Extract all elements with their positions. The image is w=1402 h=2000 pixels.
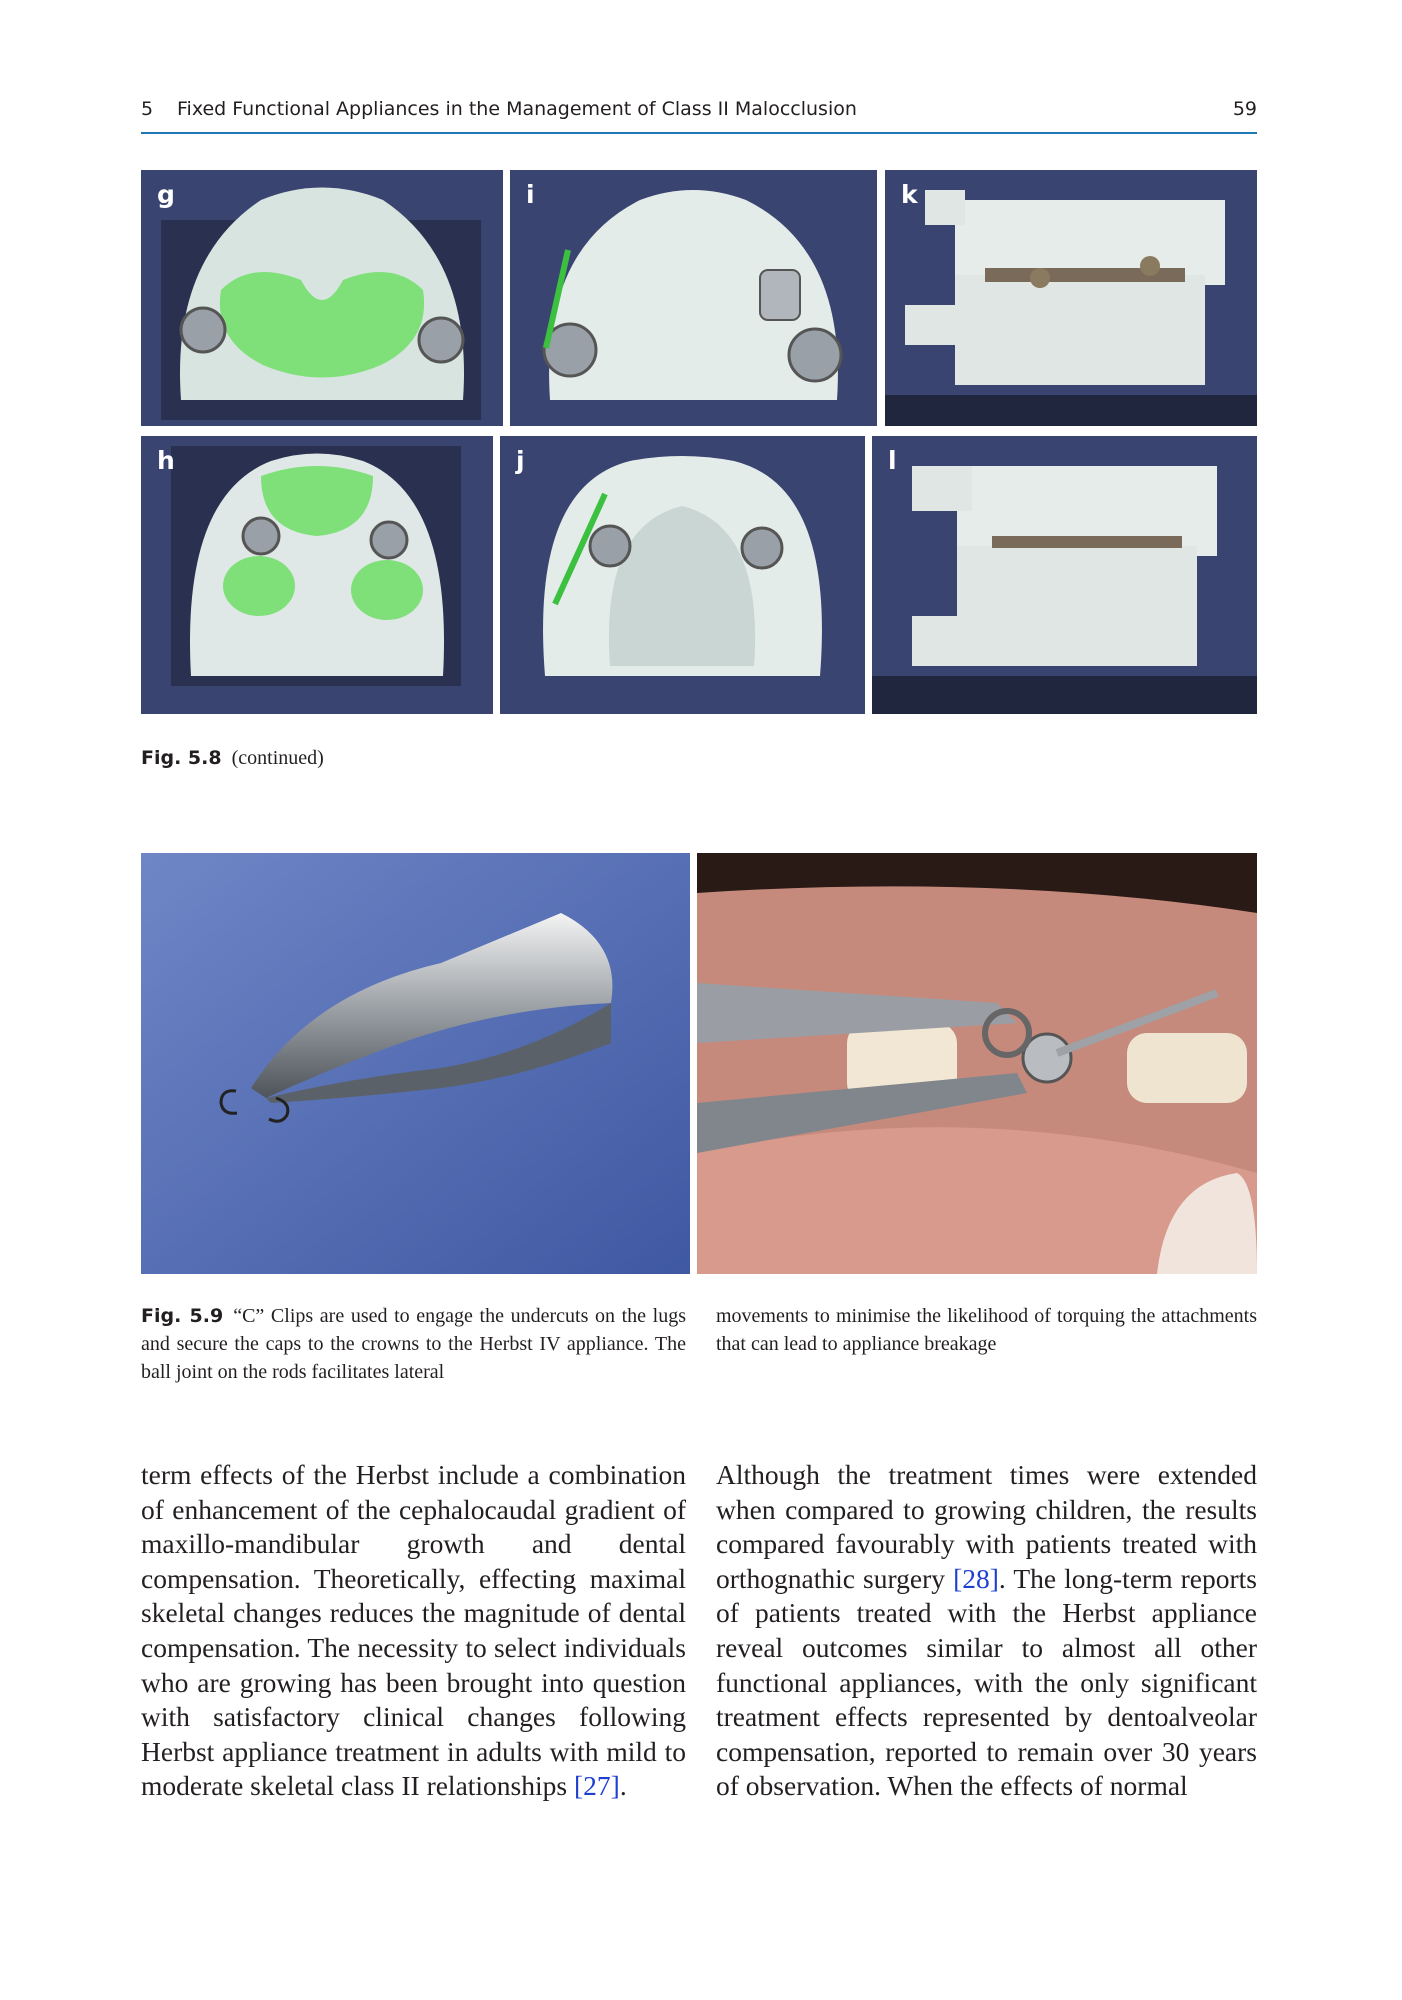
figure-panel-g bbox=[141, 170, 503, 426]
figure-panel-h bbox=[141, 436, 493, 714]
body-column-left bbox=[141, 1458, 686, 1804]
panel-k-image bbox=[885, 170, 1257, 426]
body-text-right-before: Although the treatment times were extended when compared to growing children, the results compared favourably with patients treated with orthognathic surgery bbox=[716, 1459, 1257, 1594]
caption-text-right: movements to minimise the likelihood of torquing the attachments that can lead to appliance breakage bbox=[716, 1305, 1257, 1355]
citation-link-28[interactable]: [28] bbox=[953, 1562, 999, 1594]
running-header bbox=[141, 98, 1257, 124]
chapter-number: 5 bbox=[141, 98, 154, 120]
figure-label: Fig. 5.9 bbox=[141, 1305, 224, 1327]
pliers-photo bbox=[141, 853, 690, 1274]
intraoral-photo bbox=[697, 853, 1257, 1274]
header-rule bbox=[141, 132, 1257, 134]
panel-letter-i: i bbox=[526, 180, 535, 209]
panel-l-image bbox=[872, 436, 1257, 714]
figure-panel-j bbox=[500, 436, 865, 714]
figure-5-9-photo-right bbox=[697, 853, 1257, 1274]
panel-letter-l: l bbox=[888, 446, 897, 475]
body-text-right-after: . The long-term reports of patients treated with the Herbst appliance reveal outcomes similar to almost all other functional appliances, with the only significant treatment effects represented by dentoalveolar compensation, reported to remain over 30 years of observation. When the effects of normal bbox=[716, 1562, 1257, 1802]
figure-5-9-photo-left bbox=[141, 853, 690, 1274]
panel-letter-k: k bbox=[901, 180, 918, 209]
figure-label: Fig. 5.8 bbox=[141, 747, 222, 769]
figure-5-8-caption bbox=[141, 744, 741, 772]
figure-panel-l bbox=[872, 436, 1257, 714]
panel-letter-g: g bbox=[157, 180, 175, 209]
page-number: 59 bbox=[1232, 98, 1257, 120]
caption-text-left: “C” Clips are used to engage the undercuts on the lugs and secure the caps to the crowns to the Herbst IV appliance. The ball joint on the rods facilitates lateral bbox=[141, 1305, 686, 1383]
figure-5-9-caption-left bbox=[141, 1302, 686, 1386]
panel-i-image bbox=[510, 170, 877, 426]
panel-h-image bbox=[141, 436, 493, 714]
body-text-left: term effects of the Herbst include a combination of enhancement of the cephalocaudal gradient of maxillo-mandibular growth and dental compensation. Theoretically, effecting maximal skeletal changes reduces the magnitude of dental compensation. The necessity to select individuals who are growing has been brought into question with satisfactory clinical changes following Herbst appliance treatment in adults with mild to moderate skeletal class II relationships bbox=[141, 1459, 686, 1802]
caption-text: (continued) bbox=[231, 747, 324, 769]
chapter-title: Fixed Functional Appliances in the Management of Class II Malocclusion bbox=[177, 98, 857, 120]
citation-link-27[interactable]: [27] bbox=[573, 1770, 620, 1802]
figure-5-9-caption-right bbox=[716, 1302, 1257, 1358]
body-column-right bbox=[716, 1458, 1257, 1804]
panel-j-image bbox=[500, 436, 865, 714]
panel-letter-h: h bbox=[157, 446, 175, 475]
body-text-left-end: . bbox=[619, 1770, 627, 1802]
panel-g-image bbox=[141, 170, 503, 426]
figure-panel-i bbox=[510, 170, 877, 426]
panel-letter-j: j bbox=[516, 446, 525, 475]
figure-panel-k bbox=[885, 170, 1257, 426]
